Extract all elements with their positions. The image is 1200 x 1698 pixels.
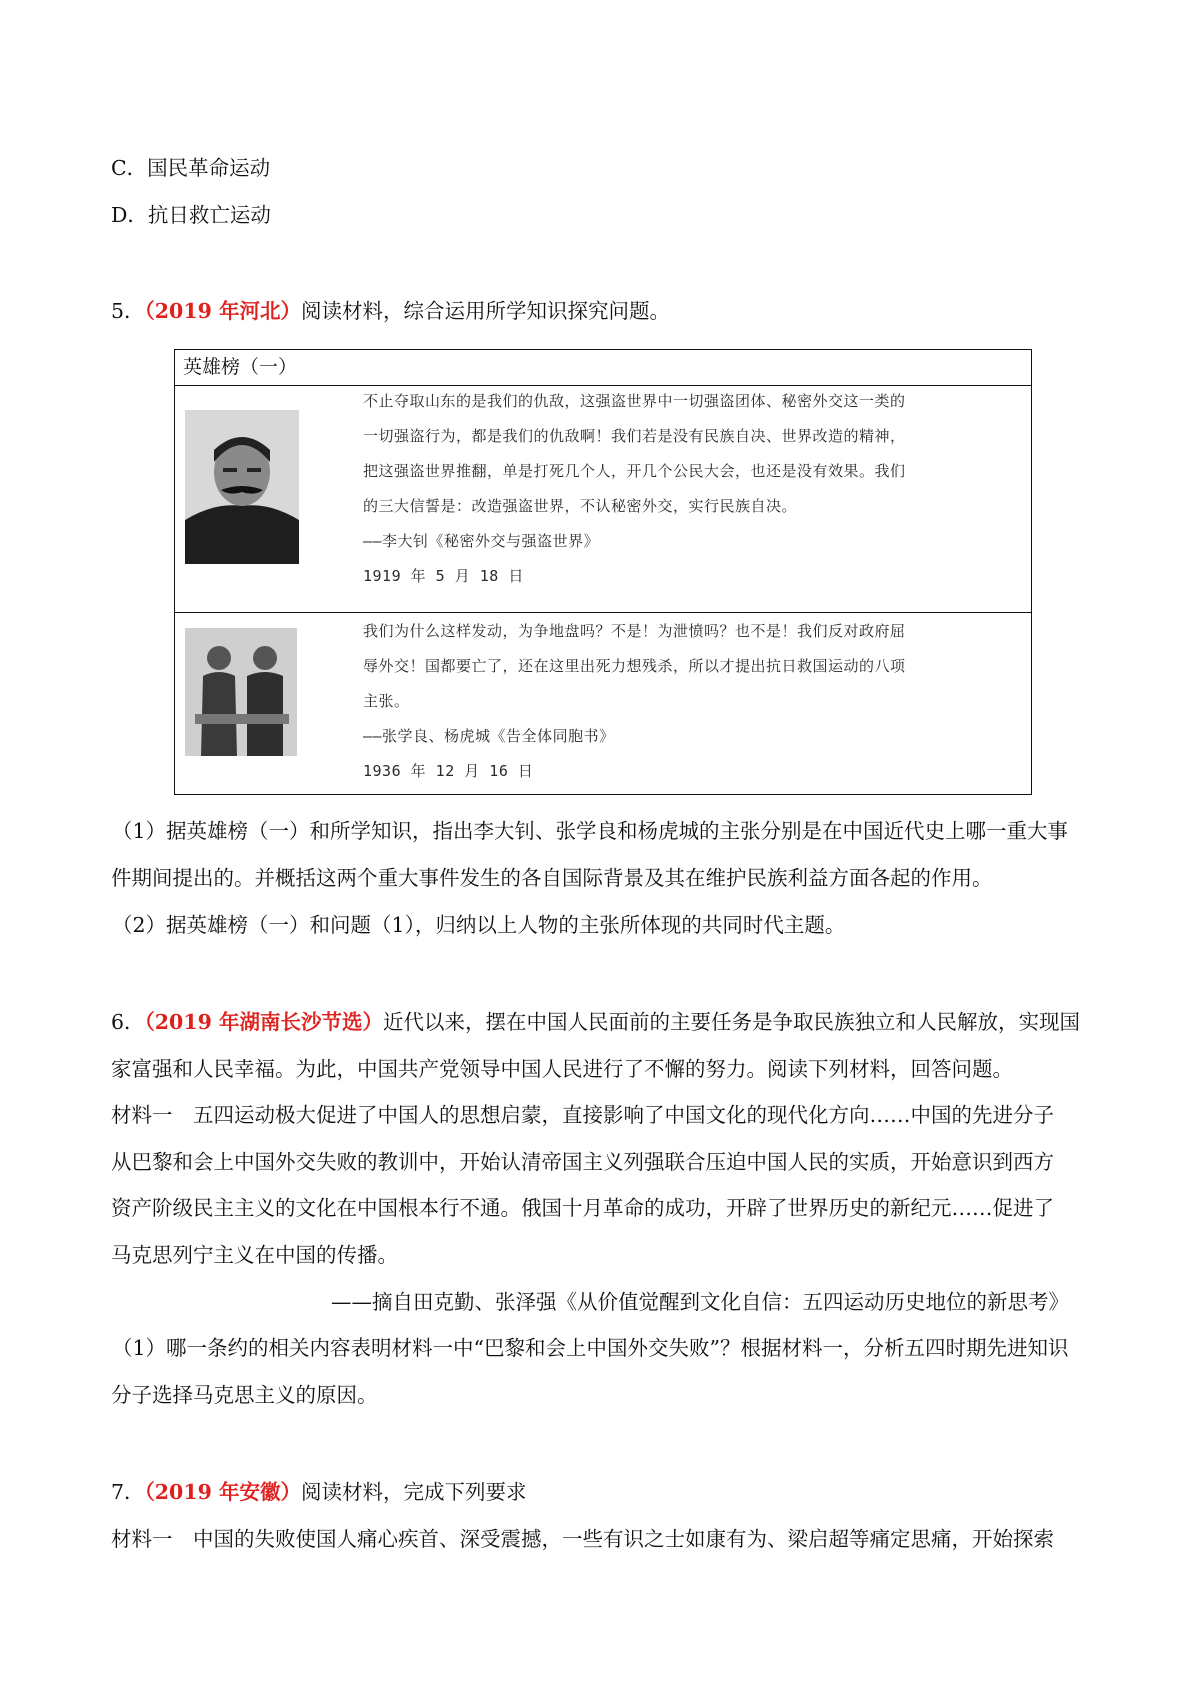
q5-sub1-line1: （1）据英雄榜（一）和所学知识，指出李大钊、张学良和杨虎城的主张分别是在中国近代史上哪一重大事 [112, 819, 1069, 843]
option-d: D．抗日救亡运动 [111, 203, 271, 227]
question-5-heading [111, 297, 670, 325]
q6-prompt-line2: 家富强和人民幸福。为此，中国共产党领导中国人民进行了不懈的努力。阅读下列材料，回答问题。 [111, 1057, 1013, 1081]
q5-sub2: （2）据英雄榜（一）和问题（1），归纳以上人物的主张所体现的共同时代主题。 [112, 913, 846, 937]
q6-source: ——摘自田克勤、张泽强《从价值觉醒到文化自信：五四运动历史地位的新思考》 [331, 1290, 1069, 1314]
q6-material-line: 马克思列宁主义在中国的传播。 [111, 1243, 398, 1267]
question-prompt: 阅读材料，综合运用所学知识探究问题。 [301, 299, 670, 323]
quote-attribution: ——李大钊《秘密外交与强盗世界》 [363, 532, 600, 550]
q5-sub1-line2: 件期间提出的。并概括这两个重大事件发生的各自国际背景及其在维护民族利益方面各起的作用。 [111, 866, 993, 890]
quote-line: 主张。 [363, 692, 410, 710]
question-6-heading [111, 1008, 1080, 1036]
quote-date: 1936 年 12 月 16 日 [363, 762, 534, 780]
q6-material-line: 资产阶级民主主义的文化在中国根本行不通。俄国十月革命的成功，开辟了世界历史的新纪元……促进了 [111, 1196, 1054, 1220]
quote-date: 1919 年 5 月 18 日 [363, 567, 524, 585]
question-source-tag: （2019 年安徽） [144, 1480, 301, 1504]
quote-line: 辱外交！国都要亡了，还在这里出死力想残杀，所以才提出抗日救国运动的八项 [363, 657, 906, 675]
option-c: C．国民革命运动 [111, 156, 271, 180]
quote-attribution: ——张学良、杨虎城《告全体同胞书》 [363, 727, 615, 745]
quote-line: 不止夺取山东的是我们的仇敌，这强盗世界中一切强盗团体、秘密外交这一类的 [363, 392, 906, 410]
q6-material-line: 材料一 五四运动极大促进了中国人的思想启蒙，直接影响了中国文化的现代化方向……中国的先进分子 [111, 1103, 1054, 1127]
table-divider [175, 612, 1031, 613]
q6-sub1-line2: 分子选择马克思主义的原因。 [111, 1383, 378, 1407]
question-number: 5． [111, 299, 145, 323]
question-prompt: 阅读材料，完成下列要求 [301, 1480, 527, 1504]
quote-line: 我们为什么这样发动，为争地盘吗？不是！为泄愤吗？也不是！我们反对政府屈 [363, 622, 906, 640]
question-number: 6． [111, 1010, 145, 1034]
question-number: 7． [111, 1480, 145, 1504]
zhang-yang-photo [185, 628, 297, 756]
question-source-tag: （2019 年湖南长沙节选） [144, 1010, 383, 1034]
question-source-tag: （2019 年河北） [144, 299, 301, 323]
li-dazhao-portrait [185, 410, 299, 564]
q6-sub1-line1: （1）哪一条约的相关内容表明材料一中“巴黎和会上中国外交失败”？根据材料一，分析五四时期先进知识 [112, 1336, 1069, 1360]
hero-list-table [174, 349, 1032, 795]
question-prompt: 近代以来，摆在中国人民面前的主要任务是争取民族独立和人民解放，实现国 [383, 1010, 1080, 1034]
quote-line: 把这强盗世界推翻，单是打死几个人，开几个公民大会，也还是没有效果。我们 [363, 462, 906, 480]
quote-line: 一切强盗行为，都是我们的仇敌啊！我们若是没有民族自决、世界改造的精神， [363, 427, 906, 445]
table-title: 英雄榜（一） [183, 356, 298, 378]
q7-material-line: 材料一 中国的失败使国人痛心疾首、深受震撼，一些有识之士如康有为、梁启超等痛定思痛，开始探索 [111, 1527, 1054, 1551]
q6-material-line: 从巴黎和会上中国外交失败的教训中，开始认清帝国主义列强联合压迫中国人民的实质，开始意识到西方 [111, 1150, 1054, 1174]
question-7-heading [111, 1478, 527, 1506]
quote-line: 的三大信誓是：改造强盗世界，不认秘密外交，实行民族自决。 [363, 497, 798, 515]
